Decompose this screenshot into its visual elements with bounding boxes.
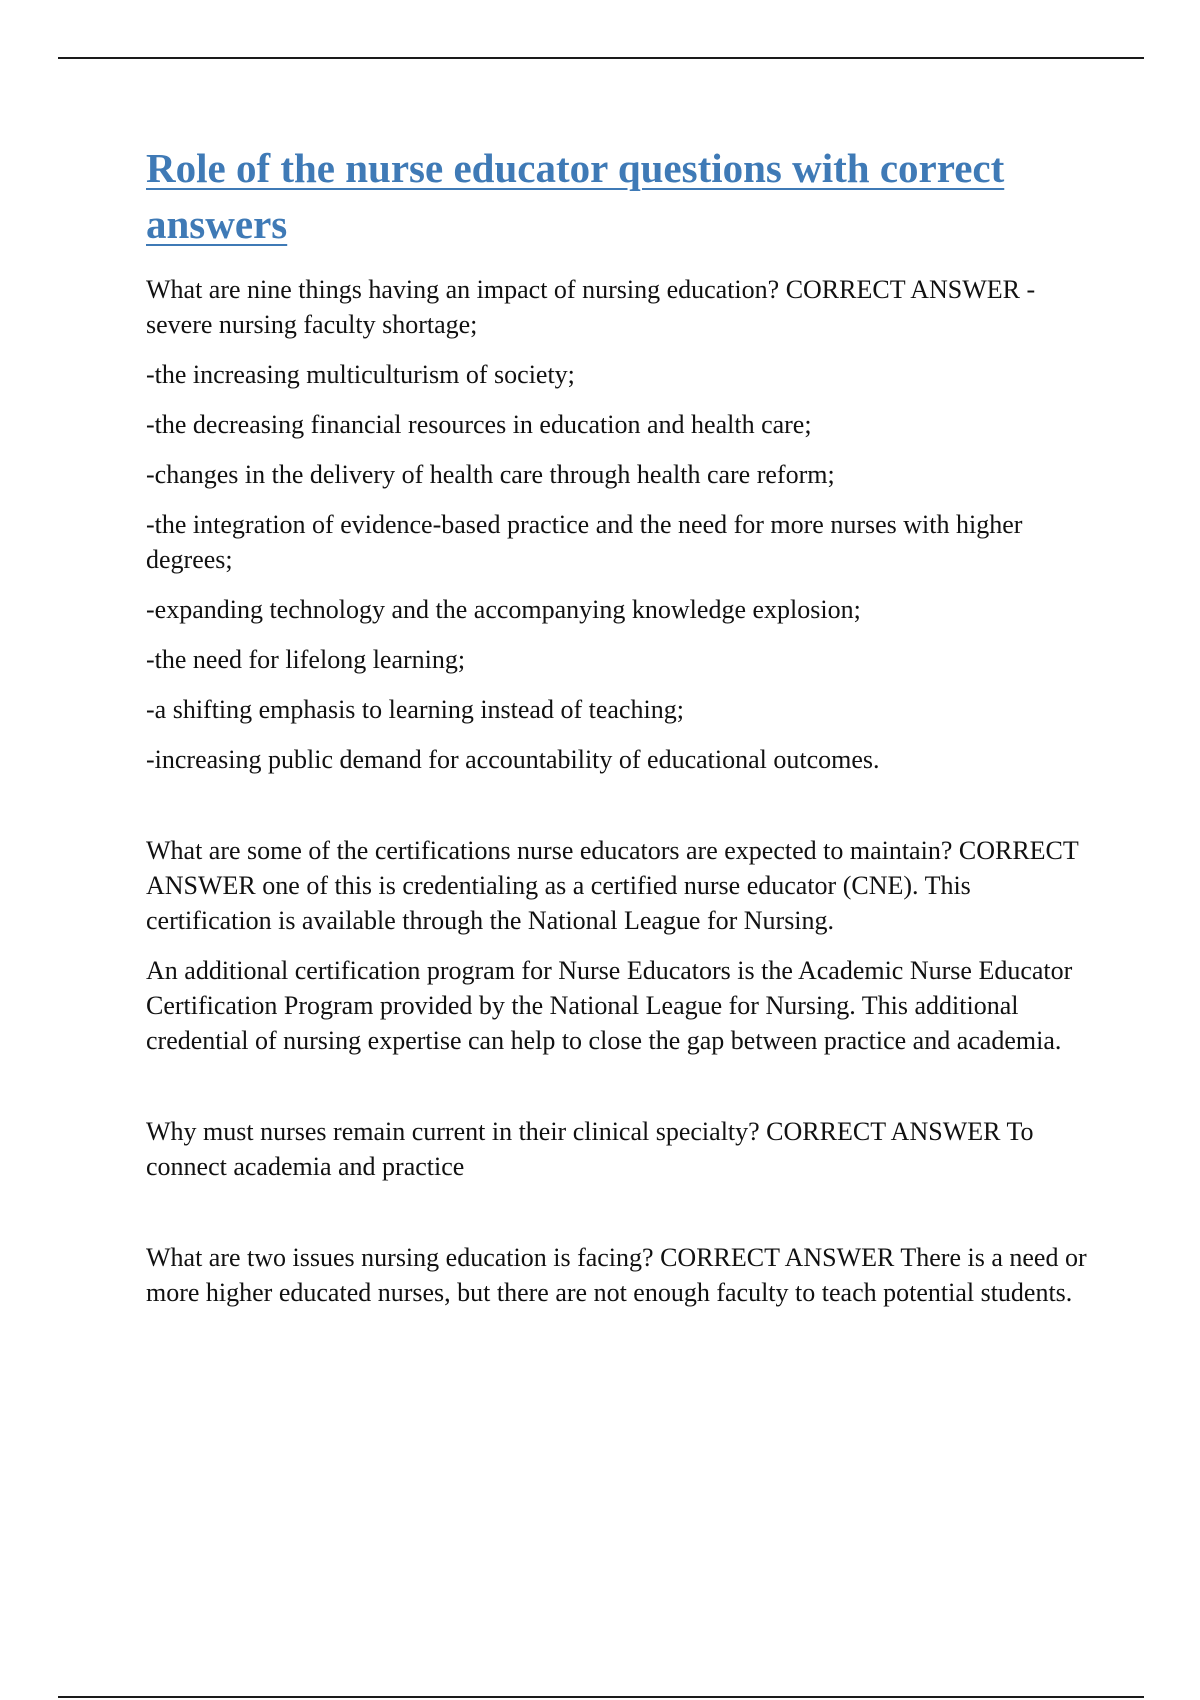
qa-paragraph: What are nine things having an impact of nursing education? CORRECT ANSWER -severe nursing faculty shortage;: [146, 275, 1036, 339]
qa-block-1: [146, 272, 1096, 777]
qa-paragraph: -the decreasing financial resources in education and health care;: [146, 410, 812, 439]
qa-paragraph: Why must nurses remain current in their clinical specialty? CORRECT ANSWER To connect academia and practice: [146, 1117, 1034, 1181]
document-title: Role of the nurse educator questions with correct answers: [146, 145, 1005, 247]
top-rule: [58, 57, 1144, 59]
document-body: [146, 140, 1096, 1310]
section-spacer: [146, 1184, 1096, 1240]
section-spacer: [146, 1058, 1096, 1114]
qa-paragraph: -the need for lifelong learning;: [146, 645, 466, 674]
qa-paragraph: -a shifting emphasis to learning instead of teaching;: [146, 695, 684, 724]
qa-paragraph: What are two issues nursing education is facing? CORRECT ANSWER There is a need or more higher educated nurses, but there are not enough faculty to teach potential students.: [146, 1243, 1087, 1307]
qa-paragraph: -the increasing multiculturism of society;: [146, 360, 575, 389]
section-spacer: [146, 777, 1096, 833]
bottom-rule: [58, 1696, 1144, 1698]
qa-paragraph: -increasing public demand for accountability of educational outcomes.: [146, 745, 880, 774]
qa-block-4: [146, 1240, 1096, 1310]
qa-paragraph: -changes in the delivery of health care through health care reform;: [146, 460, 835, 489]
qa-paragraph: -the integration of evidence-based practice and the need for more nurses with higher degrees;: [146, 510, 1023, 574]
qa-paragraph: What are some of the certifications nurse educators are expected to maintain? CORRECT ANSWER one of this is credentialing as a certified nurse educator (CNE). This certification is available through the National League for Nursing.: [146, 836, 1079, 935]
qa-paragraph: An additional certification program for Nurse Educators is the Academic Nurse Educator Certification Program provided by the National League for Nursing. This additional credential of nursing expertise can help to close the gap between practice and academia.: [146, 956, 1073, 1055]
qa-block-3: [146, 1114, 1096, 1184]
qa-paragraph: -expanding technology and the accompanying knowledge explosion;: [146, 595, 861, 624]
qa-block-2: [146, 833, 1096, 1058]
